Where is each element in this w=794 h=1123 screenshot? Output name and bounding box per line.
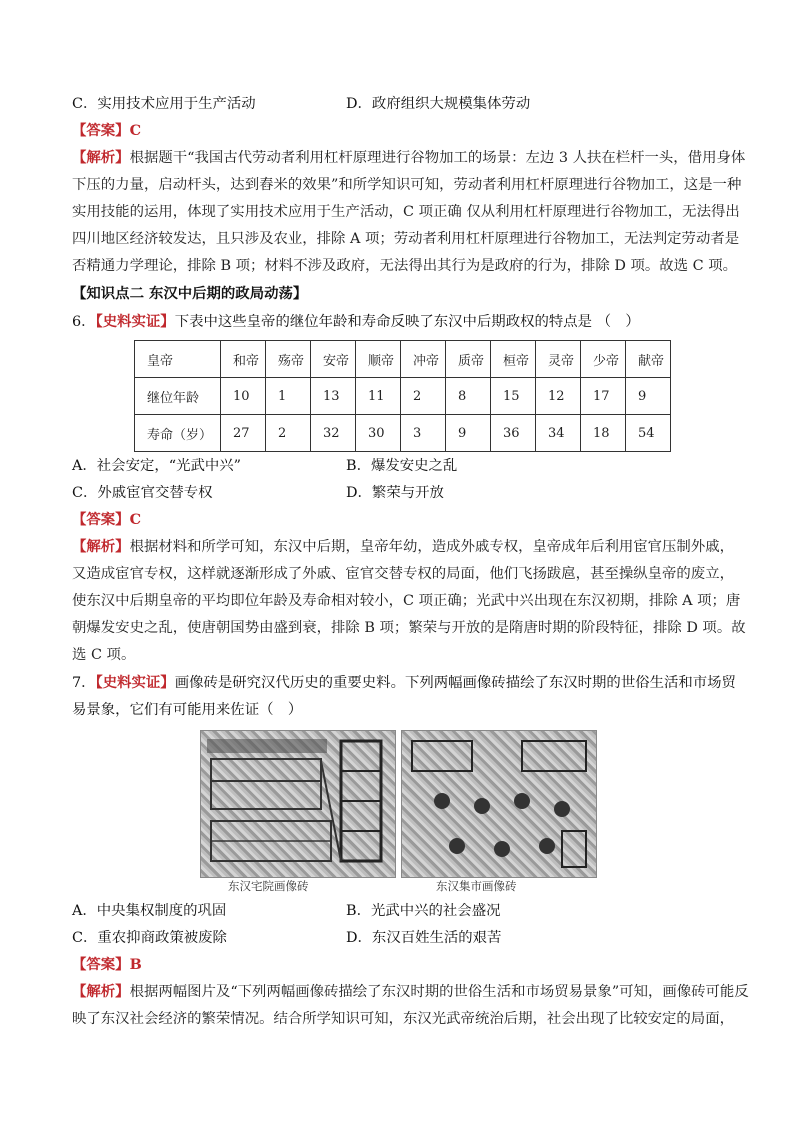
table-cell: 32 bbox=[311, 415, 356, 452]
question-text: 下表中这些皇帝的继位年龄和寿命反映了东汉中后期政权的特点是 （ ） bbox=[174, 314, 640, 330]
table-cell: 殇帝 bbox=[266, 341, 311, 378]
table-cell: 30 bbox=[356, 415, 401, 452]
explanation-text: 根据材料和所学可知，东汉中后期，皇帝年幼，造成外戚专权，皇帝成年后利用宦官压制外戚， bbox=[129, 539, 734, 555]
market-illustration bbox=[402, 731, 596, 877]
table-cell: 27 bbox=[221, 415, 266, 452]
table-cell: 桓帝 bbox=[491, 341, 536, 378]
option-d: D．政府组织大规模集体劳动 bbox=[346, 96, 531, 112]
table-cell: 54 bbox=[626, 415, 671, 452]
explanation-line bbox=[72, 982, 749, 1002]
table-cell: 继位年龄 bbox=[135, 378, 221, 415]
table-cell: 顺帝 bbox=[356, 341, 401, 378]
explanation-text: 选 C 项。 bbox=[72, 647, 136, 663]
answer-tag: 【答案】 bbox=[72, 122, 130, 139]
question-7-stem bbox=[72, 673, 736, 693]
emperor-table bbox=[134, 340, 671, 452]
table-cell: 36 bbox=[491, 415, 536, 452]
explanation-text: 使东汉中后期皇帝的平均即位年龄及寿命相对较小，C 项正确；光武中兴出现在东汉初期，排除 A 项；唐 bbox=[72, 593, 741, 609]
question-tag: 【史料实证】 bbox=[95, 313, 175, 330]
table-cell: 2 bbox=[266, 415, 311, 452]
option-b: B．爆发安史之乱 bbox=[346, 458, 458, 474]
table-row bbox=[135, 378, 671, 415]
table-cell: 9 bbox=[446, 415, 491, 452]
table-cell: 13 bbox=[311, 378, 356, 415]
explanation-text: 根据题干“我国古代劳动者利用杠杆原理进行谷物加工的场景：左边 3 人扶在栏杆一头，借用身体 bbox=[129, 150, 746, 166]
option-d: D．繁荣与开放 bbox=[346, 485, 444, 501]
table-cell: 2 bbox=[401, 378, 446, 415]
table-cell: 冲帝 bbox=[401, 341, 446, 378]
explanation-tag: 【解析】 bbox=[72, 149, 130, 166]
table-cell: 献帝 bbox=[626, 341, 671, 378]
explanation-text: 又造成宦官专权，这样就逐渐形成了外戚、宦官交替专权的局面，他们飞扬跋扈，甚至操纵皇帝的废立， bbox=[72, 566, 734, 582]
answer-line bbox=[72, 955, 142, 975]
table-cell: 1 bbox=[266, 378, 311, 415]
option-c: C．外戚宦官交替专权 bbox=[72, 485, 213, 501]
question-text: 画像砖是研究汉代历史的重要史料。下列两幅画像砖描绘了东汉时期的世俗生活和市场贸 bbox=[174, 675, 736, 691]
table-cell: 少帝 bbox=[581, 341, 626, 378]
courtyard-brick-image bbox=[200, 730, 396, 878]
table-cell: 皇帝 bbox=[135, 341, 221, 378]
table-cell: 安帝 bbox=[311, 341, 356, 378]
table-row bbox=[135, 415, 671, 452]
answer-value: C bbox=[129, 122, 142, 139]
answer-line bbox=[72, 121, 141, 141]
table-cell: 寿命（岁） bbox=[135, 415, 221, 452]
table-cell: 11 bbox=[356, 378, 401, 415]
explanation-text: 根据两幅图片及“下列两幅画像砖描绘了东汉时期的世俗生活和市场贸易景象”可知，画像砖可能反 bbox=[129, 984, 749, 1000]
option-d: D．东汉百姓生活的艰苦 bbox=[346, 930, 502, 946]
explanation-text: 映了东汉社会经济的繁荣情况。结合所学知识可知，东汉光武帝统治后期，社会出现了比较安定的局面， bbox=[72, 1011, 734, 1027]
table-cell: 3 bbox=[401, 415, 446, 452]
market-caption: 东汉集市画像砖 bbox=[436, 879, 517, 893]
question-tag: 【史料实证】 bbox=[95, 674, 175, 691]
answer-value: B bbox=[129, 956, 142, 973]
option-c: C．重农抑商政策被废除 bbox=[72, 930, 227, 946]
courtyard-caption: 东汉宅院画像砖 bbox=[228, 879, 309, 893]
explanation-text: 朝爆发安史之乱，使唐朝国势由盛到衰，排除 B 项；繁荣与开放的是隋唐时期的阶段特征，排除 D 项。故 bbox=[72, 620, 746, 636]
courtyard-illustration bbox=[201, 731, 395, 877]
table-row bbox=[135, 341, 671, 378]
table-cell: 质帝 bbox=[446, 341, 491, 378]
explanation-line bbox=[72, 148, 745, 168]
market-brick-image bbox=[401, 730, 597, 878]
option-a: A．中央集权制度的巩固 bbox=[72, 903, 227, 919]
table-cell: 10 bbox=[221, 378, 266, 415]
table-cell: 8 bbox=[446, 378, 491, 415]
table-cell: 34 bbox=[536, 415, 581, 452]
question-number: 7． bbox=[72, 675, 96, 691]
answer-value: C bbox=[129, 511, 142, 528]
table-cell: 18 bbox=[581, 415, 626, 452]
table-cell: 12 bbox=[536, 378, 581, 415]
explanation-text: 下压的力量，启动杆头，达到舂米的效果”和所学知识可知，劳动者利用杠杆原理进行谷物加工，这是一种 bbox=[72, 177, 742, 193]
table-cell: 9 bbox=[626, 378, 671, 415]
knowledge-point-heading: 【知识点二 东汉中后期的政局动荡】 bbox=[72, 285, 308, 302]
option-c: C．实用技术应用于生产活动 bbox=[72, 96, 256, 112]
question-6-stem bbox=[72, 312, 640, 332]
question-text: 易景象，它们有可能用来佐证（ ） bbox=[72, 702, 303, 718]
explanation-tag: 【解析】 bbox=[72, 983, 130, 1000]
question-number: 6． bbox=[72, 314, 96, 330]
option-b: B．光武中兴的社会盛况 bbox=[346, 903, 501, 919]
explanation-text: 实用技能的运用，体现了实用技术应用于生产活动，C 项正确 仅从利用杠杆原理进行谷物加工，无法得出 bbox=[72, 204, 740, 220]
explanation-tag: 【解析】 bbox=[72, 538, 130, 555]
answer-tag: 【答案】 bbox=[72, 956, 130, 973]
explanation-text: 否精通力学理论，排除 B 项；材料不涉及政府，无法得出其行为是政府的行为，排除 D 项。故选 C 项。 bbox=[72, 258, 737, 274]
table-cell: 15 bbox=[491, 378, 536, 415]
answer-line bbox=[72, 510, 141, 530]
explanation-text: 四川地区经济较发达，且只涉及农业，排除 A 项；劳动者利用杠杆原理进行谷物加工，无法判定劳动者是 bbox=[72, 231, 740, 247]
answer-tag: 【答案】 bbox=[72, 511, 130, 528]
explanation-line bbox=[72, 537, 734, 557]
table-cell: 17 bbox=[581, 378, 626, 415]
option-a: A．社会安定，“光武中兴” bbox=[72, 458, 242, 474]
table-cell: 灵帝 bbox=[536, 341, 581, 378]
table-cell: 和帝 bbox=[221, 341, 266, 378]
